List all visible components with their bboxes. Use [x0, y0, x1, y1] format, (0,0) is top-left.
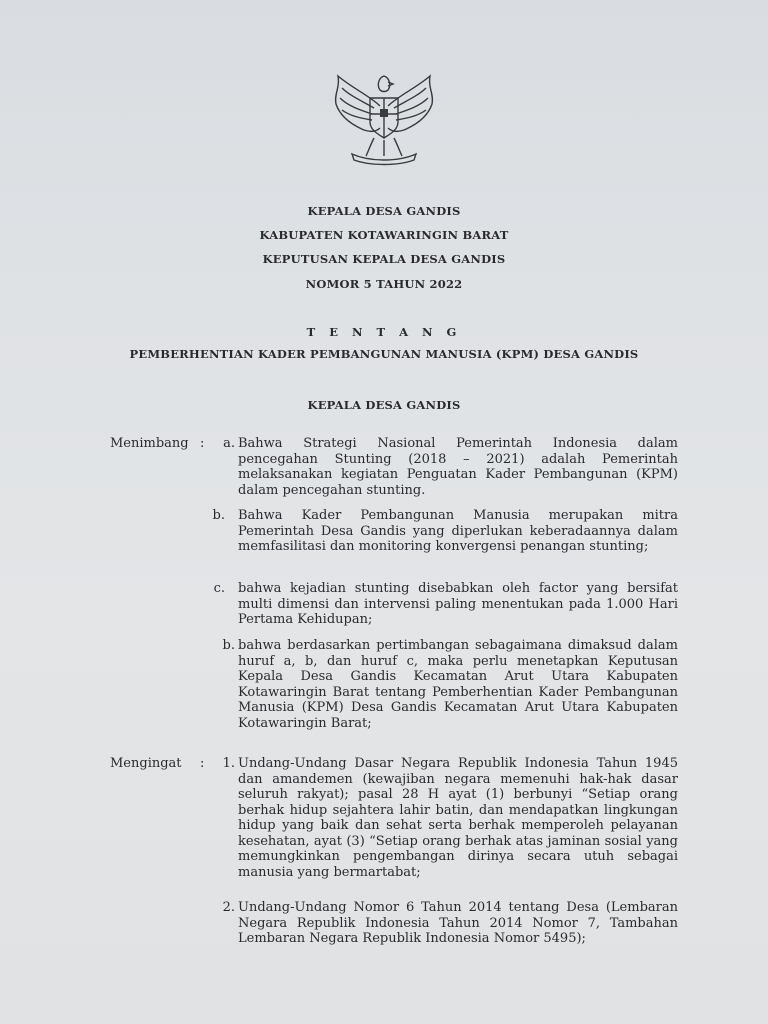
- menimbang-item-d-marker: b.: [222, 638, 235, 653]
- menimbang-item-c-text: bahwa kejadian stunting disebabkan oleh factor yang bersifat multi dimensi dan intervensi paling menentukan pada 1.000 Hari Pertama Kehidupan;: [238, 581, 678, 627]
- mengingat-item-2-text: Undang-Undang Nomor 6 Tahun 2014 tentang Desa (Lembaran Negara Republik Indonesia Tahun 2014 Nomor 7, Tambahan Lembaran Negara Republik Indonesia Nomor 5495);: [238, 900, 678, 946]
- menimbang-item-a-text: Bahwa Strategi Nasional Pemerintah Indonesia dalam pencegahan Stunting (2018 – 2021) adalah Pemerintah melaksanakan kegiatan Penguatan Kader Pembangunan (KPM) dalam pencegahan stunting.: [238, 436, 678, 498]
- menimbang-label: Menimbang: [110, 436, 189, 451]
- mengingat-item-2-marker: 2.: [222, 900, 235, 915]
- menimbang-item-a-marker: a.: [223, 436, 235, 451]
- menimbang-item-b-text: Bahwa Kader Pembangunan Manusia merupakan mitra Pemerintah Desa Gandis yang diperlukan keberadaannya dalam memfasilitasi dan monitoring konvergensi penangan stunting;: [238, 508, 678, 554]
- menimbang-item-c-marker: c.: [213, 581, 225, 596]
- header-line-decree: KEPUTUSAN KEPALA DESA GANDIS: [262, 252, 506, 266]
- header-line-regency: KABUPATEN KOTAWARINGIN BARAT: [259, 228, 509, 242]
- menimbang-item-d-text: bahwa berdasarkan pertimbangan sebagaimana dimaksud dalam huruf a, b, dan huruf c, maka perlu menetapkan Keputusan Kepala Desa Gandis Kecamatan Arut Utara Kabupaten Kotawaringin Barat tentang Pemberhentian Kader Pembangunan Manusia (KPM) Desa Gandis Kecamatan Arut Utara Kabupaten Kotawaringin Barat;: [238, 638, 678, 731]
- authority-heading: KEPALA DESA GANDIS: [307, 398, 461, 412]
- menimbang-item-b-marker: b.: [212, 508, 225, 523]
- mengingat-item-1-marker: 1.: [222, 756, 235, 771]
- mengingat-item-1-text: Undang-Undang Dasar Negara Republik Indonesia Tahun 1945 dan amandemen (kewajiban negara memenuhi hak-hak dasar seluruh rakyat); pasal 28 H ayat (1) berbunyi “Setiap orang berhak hidup sejahtera lahir batin, dan mendapatkan lingkungan hidup yang baik dan sehat serta berhak memperoleh pelayanan kesehatan, ayat (3) “Setiap orang berhak atas jaminan sosial yang memungkinkan pengembangan dirinya secara utuh sebagai manusia yang bermartabat;: [238, 756, 678, 880]
- menimbang-colon: :: [200, 436, 205, 451]
- mengingat-label: Mengingat: [110, 756, 182, 771]
- decree-subject: PEMBERHENTIAN KADER PEMBANGUNAN MANUSIA (KPM) DESA GANDIS: [129, 347, 639, 361]
- header-line-village-head: KEPALA DESA GANDIS: [307, 204, 461, 218]
- mengingat-colon: :: [200, 756, 205, 771]
- garuda-emblem-icon: [330, 66, 438, 166]
- header-line-number: NOMOR 5 TAHUN 2022: [305, 277, 463, 291]
- tentang-heading: T E N T A N G: [306, 325, 462, 339]
